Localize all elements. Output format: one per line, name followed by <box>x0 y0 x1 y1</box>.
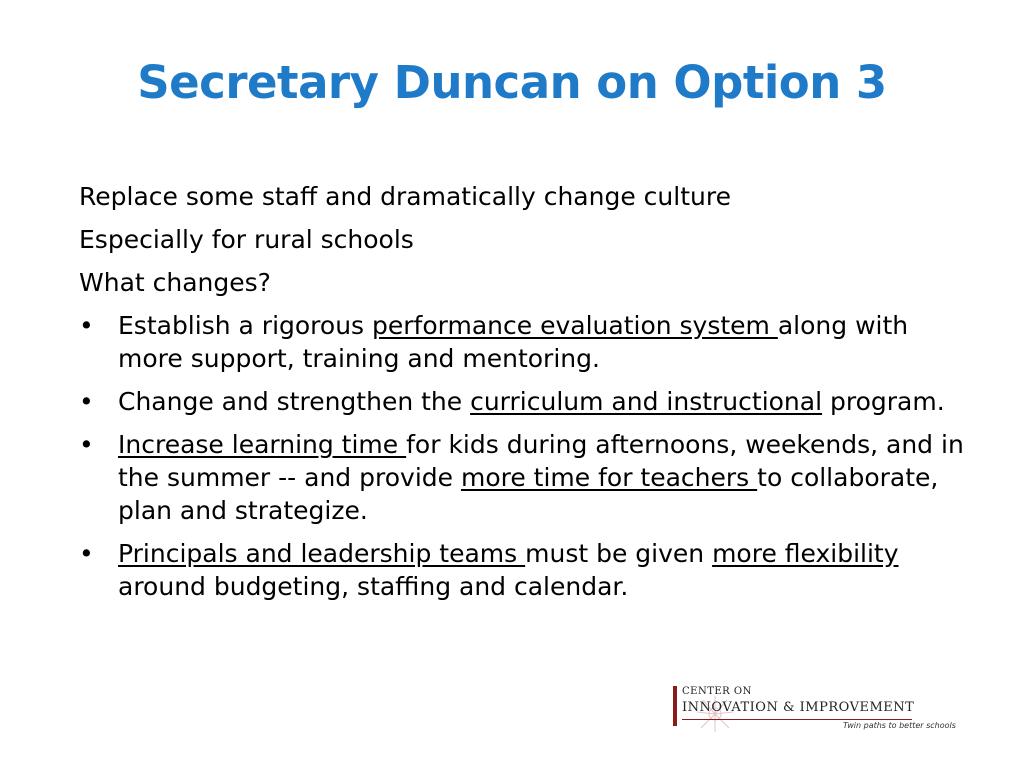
bullet-icon: • <box>79 311 94 340</box>
text-segment: along with more support, training and mentoring. <box>118 311 909 373</box>
body-line-2: Especially for rural schools <box>79 225 414 254</box>
underlined-term: Principals and leadership teams <box>118 539 526 568</box>
logo-accent-bar <box>673 686 677 726</box>
underlined-term: more time for teachers <box>460 463 758 492</box>
bullet-icon: • <box>79 387 94 416</box>
underlined-term: more flexibility <box>712 539 899 568</box>
text-segment: must be given <box>525 539 713 568</box>
text-segment: for kids during afternoons, weekends, and in the summer -- and provide <box>118 430 964 492</box>
bullet-icon: • <box>79 430 94 459</box>
bullet-icon: • <box>79 539 94 568</box>
logo-line-2: INNOVATION & IMPROVEMENT <box>682 700 915 715</box>
slide-title: Secretary Duncan on Option 3 <box>137 56 887 109</box>
logo-tagline: Twin paths to better schools <box>843 721 956 730</box>
body-line-3: What changes? <box>79 268 271 297</box>
text-segment: program. <box>822 387 945 416</box>
bullet-item <box>79 537 973 603</box>
bullet-text <box>118 311 908 373</box>
bullet-text <box>118 430 964 525</box>
bullet-item <box>79 428 973 527</box>
underlined-term: Increase learning time <box>118 430 407 459</box>
bullet-item <box>79 309 973 375</box>
underlined-term: curriculum and instructional <box>470 387 823 416</box>
text-segment: Establish a rigorous <box>118 311 373 340</box>
slide-body <box>79 180 979 613</box>
bullet-text <box>118 387 945 416</box>
organization-logo <box>673 686 956 736</box>
text-segment: Change and strengthen the <box>118 387 471 416</box>
text-segment: around budgeting, staffing and calendar. <box>118 572 629 601</box>
bullet-text <box>118 539 899 601</box>
underlined-term: performance evaluation system <box>372 311 778 340</box>
body-line-1: Replace some staff and dramatically change culture <box>79 182 731 211</box>
logo-line-1: CENTER ON <box>682 686 752 697</box>
logo-divider <box>682 719 912 720</box>
text-segment: to collaborate, plan and strategize. <box>118 463 939 525</box>
bullet-list <box>79 309 979 603</box>
bullet-item <box>79 385 973 418</box>
